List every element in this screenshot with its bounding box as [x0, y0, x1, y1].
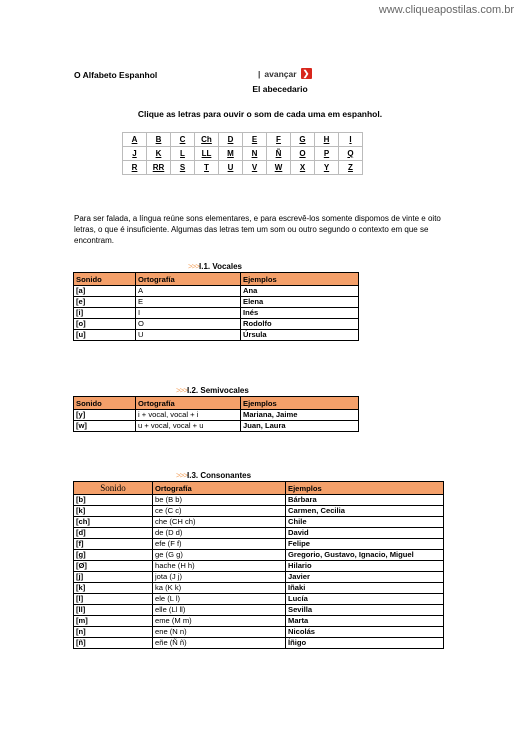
table-cell: Rodolfo	[241, 319, 359, 330]
table-row	[74, 330, 359, 341]
table-cell: [b]	[74, 495, 153, 506]
next-link-label: avançar	[264, 68, 297, 79]
table-cell: Hilario	[286, 561, 444, 572]
table-cell: David	[286, 528, 444, 539]
consonantes-table	[73, 481, 444, 649]
table-row	[74, 308, 359, 319]
column-header: Sonido	[74, 273, 136, 286]
table-cell: eme (M m)	[153, 616, 286, 627]
table-cell: Inés	[241, 308, 359, 319]
table-cell: ene (N n)	[153, 627, 286, 638]
table-row	[74, 638, 444, 649]
table-cell: Úrsula	[241, 330, 359, 341]
section-heading-semivocales	[176, 386, 249, 395]
table-cell: Chile	[286, 517, 444, 528]
table-row	[74, 319, 359, 330]
section-heading-vocales	[188, 262, 242, 271]
column-header: Ortografía	[136, 273, 241, 286]
table-cell: [Ø]	[74, 561, 153, 572]
section-title: I.2. Semivocales	[187, 386, 249, 395]
table-cell: [e]	[74, 297, 136, 308]
letter-link[interactable]: M	[219, 147, 243, 161]
table-row	[74, 297, 359, 308]
table-cell: [k]	[74, 506, 153, 517]
letter-link[interactable]: W	[267, 161, 291, 175]
alphabet-row	[123, 147, 363, 161]
chevron-right-icon: ❯	[301, 68, 312, 79]
letter-link[interactable]: K	[147, 147, 171, 161]
table-cell: ka (K k)	[153, 583, 286, 594]
nav-separator: |	[258, 68, 261, 79]
letter-link[interactable]: Y	[315, 161, 339, 175]
table-cell: [o]	[74, 319, 136, 330]
table-cell: A	[136, 286, 241, 297]
page-title: O Alfabeto Espanhol	[74, 70, 158, 80]
column-header: Ejemplos	[241, 273, 359, 286]
table-cell: Sevilla	[286, 605, 444, 616]
column-header: Sonido	[74, 397, 136, 410]
letter-link[interactable]: RR	[147, 161, 171, 175]
table-row	[74, 572, 444, 583]
table-row	[74, 561, 444, 572]
table-row	[74, 421, 359, 432]
table-row	[74, 286, 359, 297]
letter-link[interactable]: S	[171, 161, 195, 175]
letter-link[interactable]: LL	[195, 147, 219, 161]
instruction-text: Clique as letras para ouvir o som de cada uma em espanhol.	[137, 109, 383, 119]
table-row	[74, 550, 444, 561]
letter-link[interactable]: N	[243, 147, 267, 161]
table-cell: [ñ]	[74, 638, 153, 649]
letter-link[interactable]: I	[339, 133, 363, 147]
section-title: I.3. Consonantes	[187, 471, 252, 480]
table-header-row	[74, 273, 359, 286]
letter-link[interactable]: T	[195, 161, 219, 175]
letter-link[interactable]: Q	[339, 147, 363, 161]
table-cell: I	[136, 308, 241, 319]
table-row	[74, 583, 444, 594]
letter-link[interactable]: Ñ	[267, 147, 291, 161]
table-cell: Juan, Laura	[241, 421, 359, 432]
letter-link[interactable]: Z	[339, 161, 363, 175]
table-row	[74, 517, 444, 528]
table-cell: [m]	[74, 616, 153, 627]
letter-link[interactable]: F	[267, 133, 291, 147]
letter-link[interactable]: G	[291, 133, 315, 147]
column-header: Sonido	[74, 482, 153, 495]
table-row	[74, 539, 444, 550]
table-cell: i + vocal, vocal + i	[136, 410, 241, 421]
table-cell: efe (F f)	[153, 539, 286, 550]
table-cell: de (D d)	[153, 528, 286, 539]
table-cell: [i]	[74, 308, 136, 319]
table-cell: [f]	[74, 539, 153, 550]
section-heading-consonantes	[176, 471, 251, 480]
table-cell: be (B b)	[153, 495, 286, 506]
table-cell: [j]	[74, 572, 153, 583]
table-cell: ce (C c)	[153, 506, 286, 517]
table-cell: [ch]	[74, 517, 153, 528]
table-cell: [d]	[74, 528, 153, 539]
chevron-icon: >>>	[176, 386, 188, 395]
table-cell: [g]	[74, 550, 153, 561]
table-row	[74, 495, 444, 506]
letter-link[interactable]: B	[147, 133, 171, 147]
alphabet-row	[123, 133, 363, 147]
table-cell: hache (H h)	[153, 561, 286, 572]
semivocales-table	[73, 396, 359, 432]
table-cell: E	[136, 297, 241, 308]
next-link[interactable]	[258, 68, 312, 79]
table-cell: jota (J j)	[153, 572, 286, 583]
table-row	[74, 594, 444, 605]
table-cell: [n]	[74, 627, 153, 638]
section-title: I.1. Vocales	[199, 262, 243, 271]
table-cell: Íñigo	[286, 638, 444, 649]
table-cell: ge (G g)	[153, 550, 286, 561]
vocales-table	[73, 272, 359, 341]
letter-link[interactable]: L	[171, 147, 195, 161]
table-cell: Felipe	[286, 539, 444, 550]
table-cell: Marta	[286, 616, 444, 627]
letter-link[interactable]: P	[315, 147, 339, 161]
table-row	[74, 605, 444, 616]
letter-link[interactable]: D	[219, 133, 243, 147]
alphabet-row	[123, 161, 363, 175]
letter-link[interactable]: U	[219, 161, 243, 175]
table-cell: [u]	[74, 330, 136, 341]
alphabet-grid	[122, 132, 363, 175]
table-cell: elle (Ll ll)	[153, 605, 286, 616]
letter-link[interactable]: C	[171, 133, 195, 147]
letter-link[interactable]: X	[291, 161, 315, 175]
chevron-icon: >>>	[176, 471, 188, 480]
column-header: Ejemplos	[241, 397, 359, 410]
table-cell: Lucía	[286, 594, 444, 605]
letter-link[interactable]: J	[123, 147, 147, 161]
chevron-icon: >>>	[188, 262, 200, 271]
table-cell: [l]	[74, 594, 153, 605]
table-cell: Carmen, Cecilia	[286, 506, 444, 517]
table-cell: che (CH ch)	[153, 517, 286, 528]
table-cell: eñe (Ñ ñ)	[153, 638, 286, 649]
table-header-row	[74, 397, 359, 410]
table-cell: Nicolás	[286, 627, 444, 638]
intro-paragraph: Para ser falada, a língua reúne sons elementares, e para escrevê-los somente dispomos de vinte e oito letras, o que é insuficiente. Algumas das letras tem um som ou outro segundo o contexto em que se encontram.	[74, 214, 441, 245]
letter-link[interactable]: O	[291, 147, 315, 161]
table-row	[74, 627, 444, 638]
table-cell: Mariana, Jaime	[241, 410, 359, 421]
table-cell: [y]	[74, 410, 136, 421]
column-header: Ortografía	[136, 397, 241, 410]
table-cell: [a]	[74, 286, 136, 297]
table-cell: O	[136, 319, 241, 330]
table-cell: Ana	[241, 286, 359, 297]
table-cell: Gregorio, Gustavo, Ignacio, Miguel	[286, 550, 444, 561]
table-cell: U	[136, 330, 241, 341]
column-header: Ortografía	[153, 482, 286, 495]
table-cell: Bárbara	[286, 495, 444, 506]
letter-link[interactable]: Ch	[195, 133, 219, 147]
table-header-row	[74, 482, 444, 495]
table-cell: u + vocal, vocal + u	[136, 421, 241, 432]
column-header: Ejemplos	[286, 482, 444, 495]
table-row	[74, 506, 444, 517]
letter-link[interactable]: H	[315, 133, 339, 147]
table-cell: ele (L l)	[153, 594, 286, 605]
letter-link[interactable]: E	[243, 133, 267, 147]
table-cell: Iñaki	[286, 583, 444, 594]
table-cell: [w]	[74, 421, 136, 432]
table-cell: Elena	[241, 297, 359, 308]
table-row	[74, 528, 444, 539]
table-row	[74, 616, 444, 627]
table-cell: [k]	[74, 583, 153, 594]
watermark-text: www.cliqueapostilas.com.br	[378, 4, 514, 16]
table-row	[74, 410, 359, 421]
page-subtitle: El abecedario	[252, 84, 308, 94]
letter-link[interactable]: V	[243, 161, 267, 175]
table-cell: Javier	[286, 572, 444, 583]
letter-link[interactable]: R	[123, 161, 147, 175]
table-cell: [ll]	[74, 605, 153, 616]
letter-link[interactable]: A	[123, 133, 147, 147]
